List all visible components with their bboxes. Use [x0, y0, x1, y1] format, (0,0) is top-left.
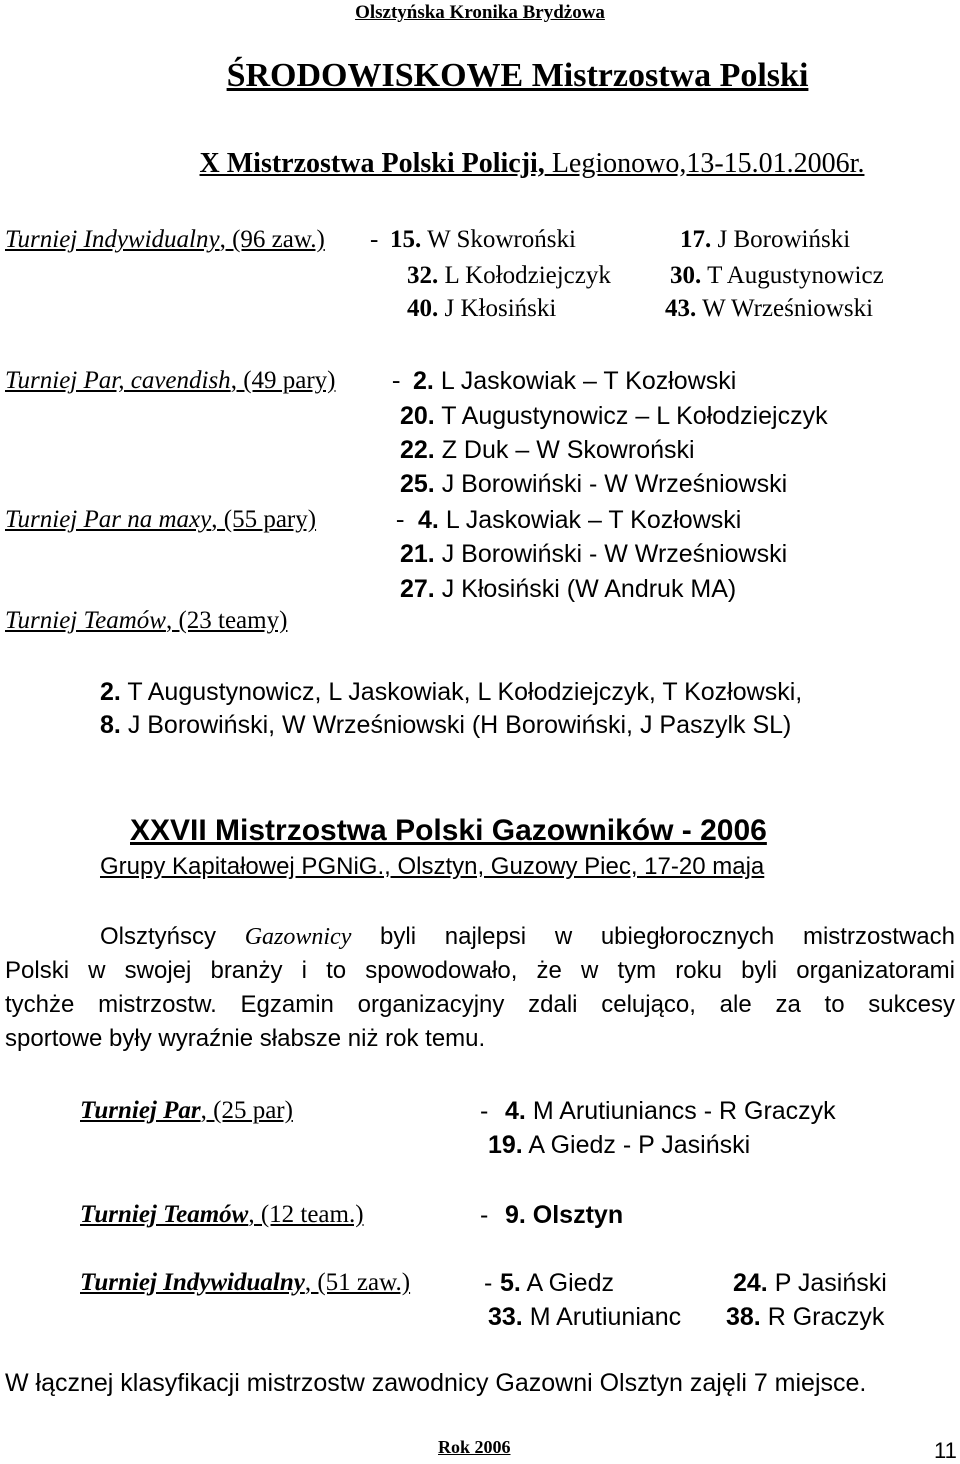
footer-year: Rok 2006 — [438, 1437, 511, 1457]
police-teams-label: Turniej Teamów, (23 teamy) — [5, 607, 288, 634]
paragraph-line: sportowe były wyraźnie słabsze niż rok temu. — [5, 1025, 486, 1052]
police-pairs-maxy-result: 4. L Jaskowiak – T Kozłowski — [418, 506, 742, 534]
gas-individual-result: 38. R Graczyk — [726, 1303, 885, 1331]
gas-individual-result: 5. A Giedz — [500, 1269, 614, 1297]
gas-pairs-result: 19. A Giedz - P Jasiński — [488, 1131, 751, 1159]
gas-championship-title: XXVII Mistrzostwa Polski Gazowników - 2006 — [130, 814, 767, 847]
police-individual-dash: - — [370, 226, 379, 253]
police-pairs-cavendish-label: Turniej Par, cavendish, (49 pary) — [5, 367, 336, 394]
police-individual-result: 43. W Wrześniowski — [665, 295, 874, 322]
main-title: ŚRODOWISKOWE Mistrzostwa Polski — [226, 57, 809, 94]
gas-teams-result: 9. Olsztyn — [505, 1201, 624, 1229]
gas-individual-result: 33. M Arutiunianc — [488, 1303, 682, 1331]
police-individual-result: 40. J Kłosiński — [407, 295, 557, 322]
gas-teams-label: Turniej Teamów, (12 team.) — [80, 1201, 364, 1228]
gas-pairs-dash: - — [480, 1097, 489, 1125]
police-individual-label: Turniej Indywidualny, (96 zaw.) — [5, 226, 325, 253]
police-individual-result: 15. W Skowroński — [390, 226, 576, 253]
gas-individual-dash: - — [484, 1269, 493, 1297]
police-championship-title — [0, 146, 960, 182]
paragraph-line: Polski w swojej branży i to spowodowało, że w tym roku byli organizatorami — [5, 957, 955, 984]
paragraph-line: tychże mistrzostw. Egzamin organizacyjny zdali celująco, ale za to sukcesy — [5, 991, 955, 1018]
gas-pairs-result: 4. M Arutiuniancs - R Graczyk — [505, 1097, 836, 1125]
police-pairs-cavendish-result: 2. L Jaskowiak – T Kozłowski — [413, 367, 737, 395]
police-pairs-cavendish-result: 25. J Borowiński - W Wrześniowski — [400, 470, 788, 498]
police-pairs-cavendish-result: 22. Z Duk – W Skowroński — [400, 436, 695, 464]
police-teams-result: 2. T Augustynowicz, L Jaskowiak, L Kołodziejczyk, T Kozłowski, — [100, 678, 803, 706]
gas-individual-label: Turniej Indywidualny, (51 zaw.) — [80, 1269, 411, 1296]
police-pairs-cavendish-dash: - — [392, 367, 401, 394]
police-title-bold: X Mistrzostwa Polski Policji, — [199, 148, 545, 179]
police-pairs-maxy-label: Turniej Par na maxy, (55 pary) — [5, 506, 317, 533]
police-pairs-maxy-result: 21. J Borowiński - W Wrześniowski — [400, 540, 788, 568]
police-teams-result: 8. J Borowiński, W Wrześniowski (H Borowiński, J Paszylk SL) — [100, 711, 792, 739]
gas-teams-dash: - — [480, 1201, 489, 1229]
paragraph-line: Olsztyńscy Gazownicy byli najlepsi w ubiegłorocznych mistrzostwach — [100, 923, 955, 950]
gas-summary: W łącznej klasyfikacji mistrzostw zawodnicy Gazowni Olsztyn zajęli 7 miejsce. — [5, 1369, 867, 1397]
police-pairs-maxy-result: 27. J Kłosiński (W Andruk MA) — [400, 575, 737, 603]
police-pairs-maxy-dash: - — [396, 506, 405, 533]
page-number: 11 — [934, 1438, 957, 1463]
gas-pairs-label: Turniej Par, (25 par) — [80, 1097, 293, 1124]
police-pairs-cavendish-result: 20. T Augustynowicz – L Kołodziejczyk — [400, 402, 828, 430]
page-header: Olsztyńska Kronika Brydżowa — [355, 2, 605, 23]
gas-paragraph — [5, 920, 955, 1056]
police-title-rest: Legionowo,13-15.01.2006r. — [544, 148, 865, 179]
police-individual-result: 30. T Augustynowicz — [670, 262, 884, 289]
police-individual-result: 17. J Borowiński — [680, 226, 851, 253]
gas-individual-result: 24. P Jasiński — [733, 1269, 887, 1297]
police-individual-result: 32. L Kołodziejczyk — [407, 262, 611, 289]
gas-championship-subtitle: Grupy Kapitałowej PGNiG., Olsztyn, Guzowy Piec, 17-20 maja — [100, 853, 765, 880]
